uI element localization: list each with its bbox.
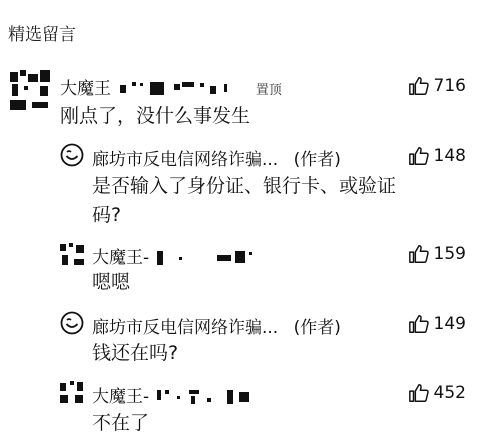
user-avatar[interactable] [10,70,50,112]
like-button[interactable] [408,75,466,97]
author-avatar[interactable] [60,311,84,335]
reply-author-name[interactable] [92,382,277,407]
thumbs-up-icon [408,75,430,97]
reply-author-name[interactable] [92,243,267,268]
comment-author-name[interactable] [60,74,282,99]
author-name-text: 大魔王 [60,79,111,99]
reply-text: 钱还在吗? [92,342,179,364]
like-count: 452 [433,383,466,403]
pixel-avatar-icon [60,381,84,405]
masked-name-pixels [118,80,248,98]
comment-text: 刚点了，没什么事发生 [60,105,251,127]
author-name-text: 大魔王- [92,248,150,268]
author-avatar[interactable] [60,143,84,167]
thumbs-up-icon [408,243,430,265]
masked-name-pixels [157,249,267,267]
thumbs-up-icon [408,382,430,404]
reply-text: 嗯嗯 [92,271,131,293]
author-badge: (作者) [293,150,341,170]
smile-face-icon [60,311,84,335]
reply-text: 不在了 [92,412,150,434]
masked-name-pixels [157,388,277,406]
section-title: 精选留言 [8,25,76,45]
pinned-tag: 置顶 [255,83,282,98]
reply-text-line: 是否输入了身份证、银行卡、或验证 [92,175,397,197]
like-count: 149 [433,314,466,334]
like-count: 716 [433,76,466,96]
author-name-text: 廊坊市反电信网络诈骗... [92,150,279,170]
reply-text [92,172,396,230]
reply-text-line: 码? [92,204,122,226]
reply-author-name[interactable] [92,313,341,338]
author-name-text: 大魔王- [92,387,150,407]
like-count: 159 [433,244,466,264]
author-badge: (作者) [293,318,341,338]
like-button[interactable] [408,243,466,265]
like-button[interactable] [408,145,466,167]
like-count: 148 [433,146,466,166]
thumbs-up-icon [408,313,430,335]
pixel-avatar-icon [60,243,84,267]
pixel-avatar-icon [10,70,50,112]
thumbs-up-icon [408,145,430,167]
author-name-text: 廊坊市反电信网络诈骗... [92,318,279,338]
smile-face-icon [60,143,84,167]
like-button[interactable] [408,313,466,335]
like-button[interactable] [408,382,466,404]
user-avatar[interactable] [60,381,84,405]
reply-author-name[interactable] [92,145,341,170]
user-avatar[interactable] [60,243,84,267]
